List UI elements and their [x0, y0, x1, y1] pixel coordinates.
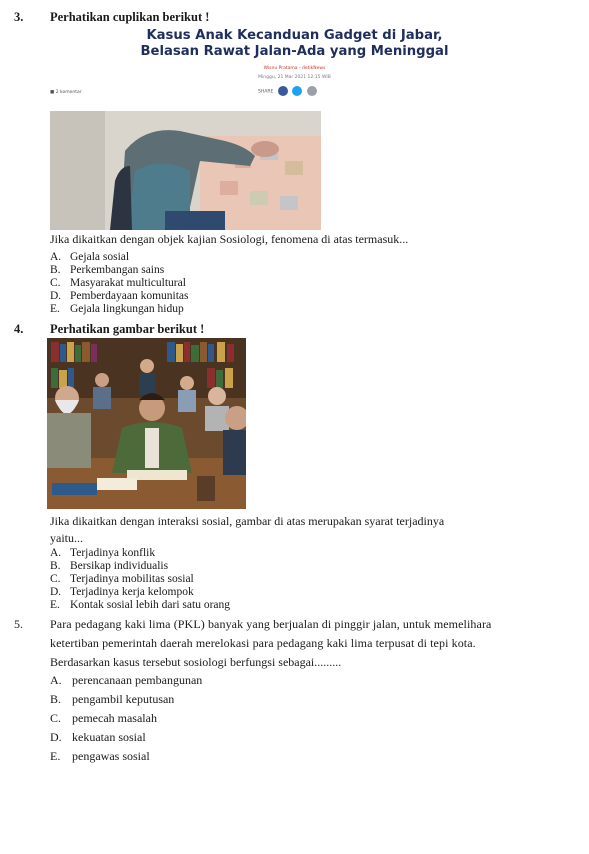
q4-option-b[interactable]: [50, 560, 168, 572]
q3-option-e[interactable]: [50, 303, 184, 315]
question-5-line-3: Berdasarkan kasus tersebut sosiologi berfungsi sebagai.........: [50, 655, 342, 669]
news-byline: Wisnu Pratama - detikNews: [263, 66, 326, 71]
library-photo-illustration: [47, 338, 246, 509]
q3-option-c-letter: C.: [50, 277, 61, 289]
question-5-number: 5.: [14, 617, 23, 631]
news-title-line-1: Kasus Anak Kecanduan Gadget di Jabar,: [146, 28, 443, 43]
q5-option-d[interactable]: [50, 730, 146, 745]
q4-option-c[interactable]: [50, 573, 194, 585]
question-5-line-2: ketertiban pemerintah daerah merelokasi para pedagang kaki lima terpusat di tepi kota.: [50, 636, 476, 650]
q4-option-a-letter: A.: [50, 547, 62, 559]
q3-option-a-text: Gejala sosial: [70, 251, 130, 263]
question-4-text-line-1: Jika dikaitkan dengan interaksi sosial, gambar di atas merupakan syarat terjadinya: [50, 514, 445, 528]
q3-option-b-letter: B.: [50, 264, 61, 276]
question-3-intro: Perhatikan cuplikan berikut !: [50, 10, 210, 24]
question-4-text-line-2: yaitu...: [50, 531, 83, 545]
q5-option-c-letter: C.: [50, 711, 62, 725]
q3-option-b[interactable]: [50, 264, 164, 276]
q5-option-b-letter: B.: [50, 692, 62, 706]
q5-option-e-letter: E.: [50, 749, 61, 763]
q5-option-a-text: perencanaan pembangunan: [72, 673, 203, 687]
news-date: Minggu, 21 Mar 2021 12:15 WIB: [258, 75, 331, 80]
q4-option-e-letter: E.: [50, 599, 60, 611]
q4-option-b-text: Bersikap individualis: [70, 560, 169, 572]
q5-option-d-letter: D.: [50, 730, 62, 744]
news-comment-count[interactable]: [50, 90, 82, 95]
q5-option-e-text: pengawas sosial: [72, 749, 150, 763]
question-4-intro: Perhatikan gambar berikut !: [50, 322, 205, 336]
news-share-label: SHARE: [258, 89, 274, 95]
q5-option-c[interactable]: [50, 711, 157, 726]
q5-option-c-text: pemecah masalah: [72, 711, 157, 725]
q4-option-e[interactable]: [50, 599, 230, 611]
q3-option-b-text: Perkembangan sains: [70, 264, 165, 276]
q3-option-d-letter: D.: [50, 290, 62, 302]
q3-option-a-letter: A.: [50, 251, 62, 263]
q4-option-d[interactable]: [50, 586, 194, 598]
q5-option-a[interactable]: [50, 673, 202, 688]
q4-option-c-text: Terjadinya mobilitas sosial: [70, 573, 194, 585]
q4-option-d-letter: D.: [50, 586, 62, 598]
q5-option-a-letter: A.: [50, 673, 62, 687]
q3-option-e-letter: E.: [50, 303, 60, 315]
q3-option-c-text: Masyarakat multicultural: [70, 277, 186, 289]
question-5-line-1: Para pedagang kaki lima (PKL) banyak yang berjualan di pinggir jalan, untuk memelihara: [50, 617, 492, 631]
q5-option-d-text: kekuatan sosial: [72, 730, 146, 744]
q4-option-a[interactable]: [50, 547, 155, 559]
q5-option-b[interactable]: [50, 692, 174, 707]
news-photo-illustration: [50, 111, 321, 230]
news-comment-label: 2 komentar: [55, 90, 82, 95]
q3-option-a[interactable]: [50, 251, 129, 263]
q4-option-c-letter: C.: [50, 573, 61, 585]
facebook-icon[interactable]: [278, 86, 288, 96]
link-icon[interactable]: [307, 86, 317, 96]
q5-option-b-text: pengambil keputusan: [72, 692, 175, 706]
q3-option-d[interactable]: [50, 290, 188, 302]
news-photo: [50, 111, 321, 230]
news-share-bar: [258, 86, 317, 96]
q5-option-e[interactable]: [50, 749, 150, 764]
question-3-text: Jika dikaitkan dengan objek kajian Sosiologi, fenomena di atas termasuk...: [50, 232, 409, 246]
question-3-number: 3.: [14, 10, 24, 24]
question-4-number: 4.: [14, 322, 24, 336]
q3-option-c[interactable]: [50, 277, 186, 289]
q3-option-d-text: Pemberdayaan komunitas: [70, 290, 189, 302]
comment-icon: ■: [50, 90, 55, 95]
q4-option-d-text: Terjadinya kerja kelompok: [70, 586, 194, 598]
q3-option-e-text: Gejala lingkungan hidup: [70, 303, 184, 315]
news-title-line-2: Belasan Rawat Jalan-Ada yang Meninggal: [140, 44, 449, 59]
twitter-icon[interactable]: [292, 86, 302, 96]
library-photo: [47, 338, 246, 509]
q4-option-a-text: Terjadinya konflik: [70, 547, 156, 559]
q4-option-e-text: Kontak sosial lebih dari satu orang: [70, 599, 231, 611]
q4-option-b-letter: B.: [50, 560, 61, 572]
